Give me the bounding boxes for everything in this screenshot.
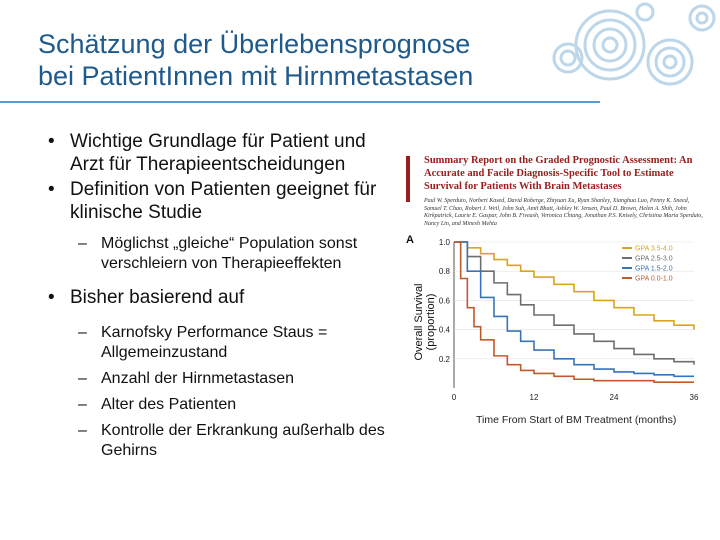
title-divider <box>0 101 600 103</box>
bullet-text: Bisher basierend auf <box>70 287 245 308</box>
y-tick-label: 0.4 <box>438 325 450 335</box>
sub-bullet-item <box>20 323 400 363</box>
paper-accent-bar <box>406 156 410 202</box>
bullet-text: Definition von Patienten geeignet für klinische Studie <box>70 179 377 223</box>
survival-chart <box>406 228 706 414</box>
x-tick-label: 12 <box>529 393 539 402</box>
title-line-1: Schätzung der Überlebensprognose <box>38 29 471 59</box>
sub-bullet-item <box>20 369 400 389</box>
sub-bullet-marker: – <box>78 235 87 252</box>
sub-bullet-list <box>20 323 400 461</box>
y-tick-label: 0.6 <box>438 296 450 306</box>
sub-bullet-marker: – <box>78 396 87 413</box>
sub-bullet-text: Kontrolle der Erkrankung außerhalb des Gehirns <box>101 422 385 459</box>
sub-bullet-item <box>20 234 400 274</box>
x-tick-label: 24 <box>609 393 619 402</box>
bullet-text: Wichtige Grundlage für Patient und Arzt für Therapieentscheidungen <box>70 131 366 175</box>
legend-label: GPA 1.5-2.0 <box>635 265 673 273</box>
x-tick-label: 36 <box>689 393 699 402</box>
y-tick-label: 1.0 <box>438 238 450 247</box>
bullet-item <box>20 286 400 309</box>
bullet-marker: • <box>48 179 55 200</box>
title-line-2: bei PatientInnen mit Hirnmetastasen <box>38 61 474 91</box>
legend-label: GPA 3.5-4.0 <box>635 245 673 253</box>
chart-x-axis-label: Time From Start of BM Treatment (months) <box>476 414 677 426</box>
sub-bullet-text: Möglichst „gleiche“ Population sonst verschleiern von Therapieeffekten <box>101 235 358 272</box>
paper-title: Summary Report on the Graded Prognostic Assessment: An Accurate and Facile Diagnosis-Specific Tool to Estimate Survival for Patients With Brain Metastases <box>424 155 693 192</box>
bullet-marker: • <box>48 287 55 308</box>
slide-title <box>38 28 558 92</box>
legend-label: GPA 0.0-1.0 <box>635 275 673 283</box>
bullet-marker: • <box>48 131 55 152</box>
sub-bullet-marker: – <box>78 324 87 341</box>
concentric-circles-decoration-icon <box>540 0 720 110</box>
bullet-list <box>20 130 400 467</box>
sub-bullet-text: Karnofsky Performance Staus = Allgemeinzustand <box>101 324 328 361</box>
y-tick-label: 0.2 <box>438 354 450 364</box>
sub-bullet-text: Anzahl der Hirnmetastasen <box>101 370 294 387</box>
sub-bullet-item <box>20 421 400 461</box>
legend-label: GPA 2.5-3.0 <box>635 255 673 263</box>
x-tick-label: 0 <box>451 393 457 402</box>
bullet-item <box>20 130 400 176</box>
paper-figure <box>406 150 706 440</box>
sub-bullet-text: Alter des Patienten <box>101 396 237 413</box>
panel-label: A <box>406 234 414 246</box>
y-tick-label: 0.8 <box>438 267 450 277</box>
chart-y-axis-label: Overall Survival (proportion) <box>413 283 437 361</box>
sub-bullet-marker: – <box>78 422 87 439</box>
paper-authors: Paul W. Sperduto, Norbert Kased, David Roberge, Zhiyuan Xu, Ryan Shanley, Xianghua Luo, Penny K. Sneed, Samuel T. Chao, Robert J. Weil, John Suh, Amit Bhatt, Ashley W. Jensen, Paul D. Brown, Helen A. Shih, John Kirkpatrick, Laurie E. Gaspar, John B. Fiveash, Veronica Chiang, Jonathan P.S. Knisely, Christina Maria Sperduto, Nancy Lin, and Minesh Mehta <box>424 198 703 227</box>
bullet-item <box>20 178 400 224</box>
sub-bullet-item <box>20 395 400 415</box>
sub-bullet-marker: – <box>78 370 87 387</box>
